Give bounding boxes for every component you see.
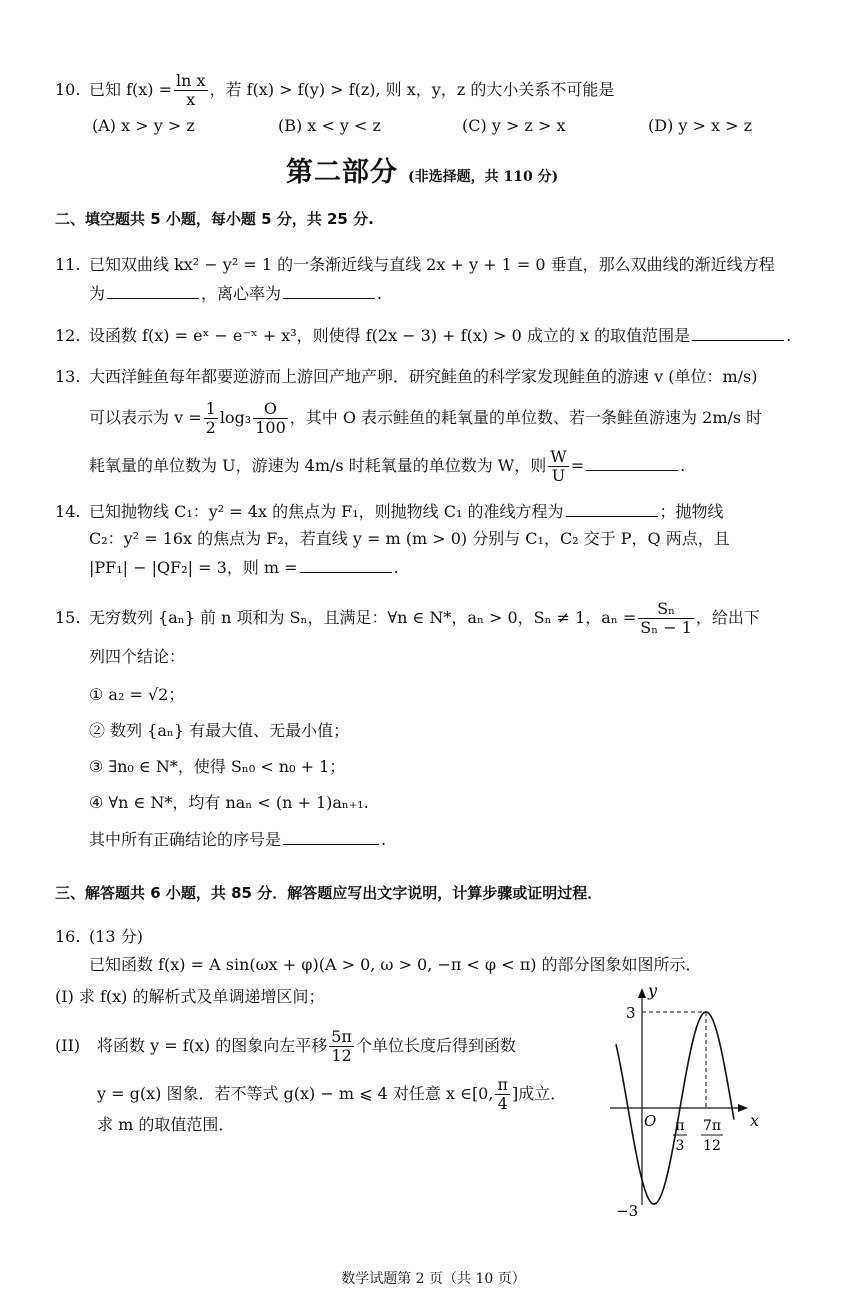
question-15-line1 xyxy=(55,598,760,638)
section-fill-in-heading: 二、填空题共 5 小题，每小题 5 分，共 25 分. xyxy=(55,210,374,228)
question-14-line3 xyxy=(89,556,399,579)
sine-graph xyxy=(600,980,770,1220)
question-text: . xyxy=(786,326,792,345)
question-text: y = g(x) 图象．若不等式 g(x) − m ⩽ 4 对任意 x ∈ xyxy=(97,1084,472,1103)
question-16-intro: 已知函数 f(x) = A sin(ωx + φ)(A > 0, ω > 0, −π < φ < π) 的部分图象如图所示． xyxy=(89,955,702,974)
x-tick-label-1-numerator: π xyxy=(675,1118,685,1134)
fraction-denominator: Sₙ − 1 xyxy=(640,618,692,637)
fraction-denominator: x xyxy=(186,90,196,109)
x-axis-label: x xyxy=(750,1111,760,1130)
question-text: 个单位长度后得到函数 xyxy=(355,1036,516,1055)
option-d: (D) y > x > z xyxy=(648,116,753,135)
question-number: 14. xyxy=(55,502,81,521)
question-text: 成立． xyxy=(518,1084,567,1103)
x-tick-label-2-denominator: 12 xyxy=(703,1138,721,1154)
answer-blank[interactable] xyxy=(283,282,375,299)
fraction-numerator: O xyxy=(253,400,288,419)
fraction-s-over-s-minus-1 xyxy=(638,600,694,637)
fraction-pi-over-4 xyxy=(495,1076,510,1113)
question-number: 15. xyxy=(55,608,81,627)
question-number: 12. xyxy=(55,326,81,345)
question-12 xyxy=(55,324,791,347)
option-c: (C) y > z > x xyxy=(462,116,566,135)
fraction-denominator: 12 xyxy=(331,1046,352,1065)
fraction-o-over-100 xyxy=(253,400,288,437)
question-text: . xyxy=(377,284,383,303)
conclusion-2: ② 数列 {aₙ} 有最大值、无最小值； xyxy=(89,721,350,740)
question-text: 可以表示为 v = xyxy=(89,408,202,427)
answer-blank[interactable] xyxy=(566,500,658,517)
question-text: 设函数 f(x) = eˣ − e⁻ˣ + x³，则使得 f(2x − 3) + f(x) > 0 成立的 x 的取值范围是 xyxy=(89,326,691,345)
question-11-line2 xyxy=(89,282,382,305)
question-text: = xyxy=(570,456,585,475)
section-solutions-heading: 三、解答题共 6 小题，共 85 分．解答题应写出文字说明，计算步骤或证明过程． xyxy=(55,884,603,902)
answer-blank[interactable] xyxy=(107,282,199,299)
question-16-part2-line2 xyxy=(97,1074,566,1114)
question-text: 大西洋鲑鱼每年都要逆游而上游回产地产卵．研究鲑鱼的科学家发现鲑鱼的游速 v (单位：m/s) xyxy=(89,367,758,386)
y-axis-arrow-icon xyxy=(638,988,646,998)
question-11-line1 xyxy=(55,254,775,276)
question-text: ，离心率为 xyxy=(201,284,282,303)
question-text: 为 xyxy=(89,284,106,303)
question-text: |PF₁| − |QF₂| = 3，则 m = xyxy=(89,558,298,577)
question-score: (13 分) xyxy=(89,927,143,946)
fraction-5pi-over-12 xyxy=(329,1028,354,1065)
y-max-label: 3 xyxy=(626,1004,636,1022)
answer-blank[interactable] xyxy=(692,324,784,341)
fraction-numerator: ln x xyxy=(176,71,206,90)
conclusion-3: ③ ∃n₀ ∈ N*，使得 Sₙ₀ < n₀ + 1； xyxy=(89,757,346,776)
option-a: (A) x > y > z xyxy=(92,116,195,135)
question-number: 11. xyxy=(55,255,81,274)
page-footer: 数学试题第 2 页（共 10 页） xyxy=(341,1271,526,1287)
fraction-numerator: Sₙ xyxy=(638,600,694,619)
x-tick-label-2-numerator: 7π xyxy=(702,1118,722,1134)
fraction-numerator: 1 xyxy=(205,399,216,418)
question-text: . xyxy=(393,558,399,577)
question-15-last xyxy=(89,828,386,851)
question-text: ，给出下 xyxy=(695,608,760,627)
interval-bracket: ] xyxy=(511,1084,519,1103)
question-14-line1 xyxy=(55,500,724,523)
question-text: ，其中 O 表示鲑鱼的耗氧量的单位数、若一条鲑鱼游速为 2m/s 时 xyxy=(289,408,763,427)
question-text: 已知双曲线 kx² − y² = 1 的一条渐近线与直线 2x + y + 1 = 0 垂直，那么双曲线的渐近线方程 xyxy=(89,255,775,274)
question-text: 将函数 y = f(x) 的图象向左平移 xyxy=(97,1036,328,1055)
question-text: log₃ xyxy=(219,408,252,427)
conclusion-1: ① a₂ = √2； xyxy=(89,685,185,704)
question-text: 其中所有正确结论的序号是 xyxy=(89,830,282,849)
question-16-part2-line3: 求 m 的取值范围． xyxy=(97,1115,235,1134)
fraction-lnx-over-x xyxy=(174,72,208,109)
question-text: 无穷数列 {aₙ} 前 n 项和为 Sₙ，且满足：∀n ∈ N*，aₙ > 0，Sₙ ≠ 1，aₙ = xyxy=(89,608,637,627)
y-axis-label: y xyxy=(648,981,658,1000)
conclusion-4: ④ ∀n ∈ N*，均有 naₙ < (n + 1)aₙ₊₁. xyxy=(89,793,369,812)
part-subtitle: (非选择题，共 110 分) xyxy=(408,169,559,185)
interval-bracket: [0, xyxy=(471,1084,494,1103)
question-16-part1: (I) 求 f(x) 的解析式及单调递增区间； xyxy=(55,987,325,1006)
answer-blank[interactable] xyxy=(283,828,379,845)
part-title: 第二部分 xyxy=(286,157,398,188)
fraction-denominator: U xyxy=(551,466,566,485)
question-10 xyxy=(55,72,614,109)
fraction-numerator: 5π xyxy=(331,1027,352,1046)
question-14-line2: C₂：y² = 16x 的焦点为 F₂，若直线 y = m (m > 0) 分别与 C₁，C₂ 交于 P，Q 两点，且 xyxy=(89,529,730,548)
x-tick-label-1-denominator: 3 xyxy=(675,1138,685,1154)
question-13-line1 xyxy=(55,366,757,388)
question-16-header xyxy=(55,926,143,948)
question-text: 耗氧量的单位数为 U，游速为 4m/s 时耗氧量的单位数为 W，则 xyxy=(89,456,547,475)
fraction-denominator: 2 xyxy=(205,418,216,437)
part-label: (II) xyxy=(55,1036,81,1055)
question-number: 16. xyxy=(55,927,81,946)
question-number: 13. xyxy=(55,367,81,386)
fraction-denominator: 4 xyxy=(497,1094,508,1113)
answer-blank[interactable] xyxy=(586,454,678,471)
question-13-line3 xyxy=(89,446,685,486)
x-axis-arrow-icon xyxy=(738,1104,748,1112)
question-text: 已知 f(x) = xyxy=(89,80,173,99)
question-16-part2-line1 xyxy=(55,1026,516,1066)
question-number: 10. xyxy=(55,80,81,99)
y-min-label: −3 xyxy=(616,1202,639,1220)
question-15-line2: 列四个结论： xyxy=(89,647,186,666)
option-b: (B) x < y < z xyxy=(278,116,381,135)
question-text: ，若 f(x) > f(y) > f(z), 则 x，y，z 的大小关系不可能是 xyxy=(209,80,615,99)
fraction-one-half xyxy=(204,400,218,437)
part-two-heading xyxy=(286,150,558,189)
fraction-numerator: W xyxy=(550,447,567,466)
question-text: ；抛物线 xyxy=(659,502,724,521)
question-text: . xyxy=(381,830,387,849)
question-13-line2 xyxy=(89,398,762,438)
fraction-numerator: π xyxy=(497,1075,508,1094)
fraction-denominator: 100 xyxy=(255,418,286,437)
answer-blank[interactable] xyxy=(300,556,392,573)
fraction-w-over-u xyxy=(548,448,568,485)
origin-label: O xyxy=(644,1112,657,1130)
question-text: 已知抛物线 C₁：y² = 4x 的焦点为 F₁，则抛物线 C₁ 的准线方程为 xyxy=(89,502,564,521)
question-text: . xyxy=(680,456,686,475)
